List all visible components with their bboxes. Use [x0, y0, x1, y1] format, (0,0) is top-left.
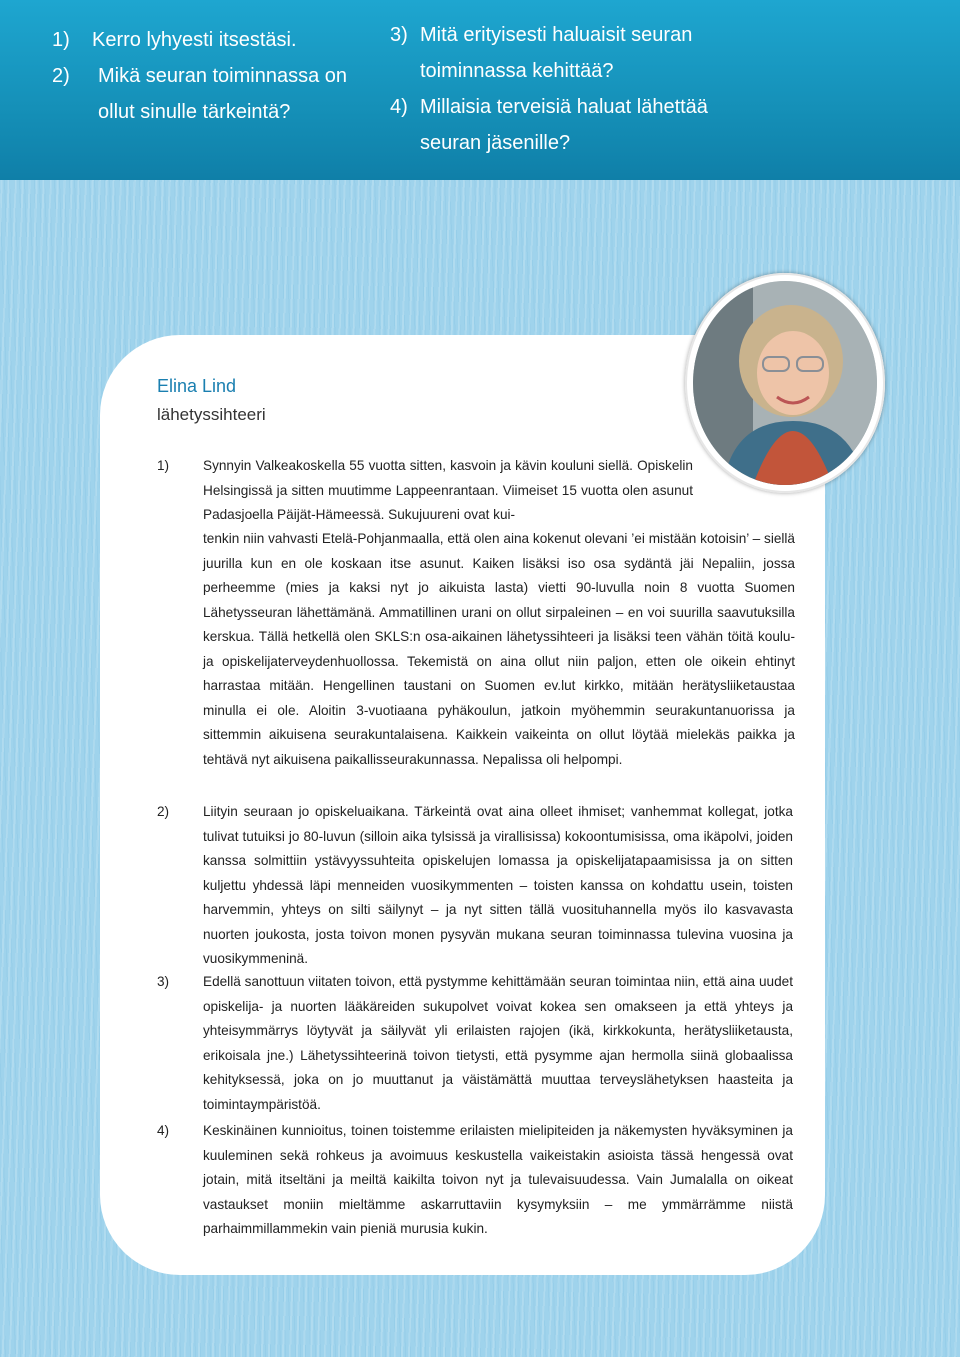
answer-text: Edellä sanottuun viitaten toivon, että pystymme kehittämään seuran toimintaa niin, että aina uudet opiskelija- ja nuorten lääkäreiden sukupolvet voivat kokea sen omakseen ja että yhteys ja yhteisymmärrys löytyvät ja säilyvät yli erilaisten rajojen (ikä, kirkkokunta, herätysliiketausta, erikoisala jne.) Lähetyssihteerinä toivon tietysti, että pysymme ajan hermolla siinä globaalissa kehityksessä, joka on jo muuttanut ja väistämättä muuttaa terveyslähetyksen haasteita ja toimintaympäristöä.	[203, 974, 793, 1112]
question-text: Mikä seuran toiminnassa on ollut sinulle tärkeintä?	[98, 65, 348, 123]
answer-text-part: Synnyin Valkeakoskella 55 vuotta sitten, kasvoin ja kävin kouluni siellä. Opiskelin Helsingissä ja sitten muutimme Lappeenrantaan. Viimeiset 15 vuotta olen asunut Padasjoella Päijät-Hämeessä.	[203, 458, 693, 522]
question-number: 1)	[52, 29, 70, 51]
answer-number: 3)	[157, 974, 170, 989]
question-4	[390, 89, 760, 161]
person-role: lähetyssihteeri	[157, 405, 266, 424]
question-text: Mitä erityisesti haluaisit seuran toiminnassa kehittää?	[420, 24, 693, 82]
question-text: Kerro lyhyesti itsestäsi.	[92, 29, 297, 51]
portrait-photo	[685, 273, 885, 493]
question-number: 3)	[390, 24, 408, 46]
answer-text: Liityin seuraan jo opiskeluaikana. Tärkeintä ovat aina olleet ihmiset; vanhemmat kollegat, jotka tulivat tutuiksi jo 80-luvun (silloin aika tylsissä ja virallisissa) kokoontumisissa, oma ikäpolvi, joiden kanssa solmittiin ystävyyssuhteita opiskelujen lomassa ja opiskelijatapaamisissa ja on sitten kuljettu yhdessä läpi menneiden vuosikymmenten – toisten kanssa on kohdattu usein, toisten harvemmin, yhteys on silti säilynyt – ja nyt sitten tällä vuosituhannella myös ilo kasvavasta nuorten joukosta, josta toivon monen pysyvän mukana seuran toiminnassa tulevina vuosina ja vuosikymmeninä.	[203, 804, 793, 966]
question-1	[52, 22, 297, 58]
question-3	[390, 17, 760, 89]
question-text: Millaisia terveisiä haluat lähettää seuran jäsenille?	[420, 96, 708, 154]
answer-number: 4)	[157, 1123, 170, 1138]
answer-number: 1)	[157, 458, 170, 473]
answer-number: 2)	[157, 804, 170, 819]
question-number: 4)	[390, 96, 408, 118]
answer-text-part: Sukujuureni ovat kui-	[388, 507, 516, 522]
portrait-image	[693, 281, 877, 485]
question-2	[52, 58, 388, 130]
portrait-illustration-icon	[693, 281, 877, 485]
question-number: 2)	[52, 65, 70, 87]
answer-text: Keskinäinen kunnioitus, toinen toistemme erilaisten mielipiteiden ja näkemysten hyväksyminen ja kuuleminen sekä rohkeus ja avoimuus keskustella vaikeistakin asioista tässä hengessä ovat jotain, mitä itseltäni ja meiltä kaikilta toivon nyt ja tulevaisuudessa. Vain Jumalalla on oikeat vastaukset moniin mieltämme askarruttaviin kysymyksiin – me ymmärrämme niistä parhaimmillammekin vain pieniä murusia kukin.	[203, 1123, 793, 1236]
person-name: Elina Lind	[157, 376, 237, 396]
answer-text	[203, 454, 693, 528]
answer-text-continued: tenkin niin vahvasti Etelä-Pohjanmaalla, että olen aina kokenut olevani ’ei mistään kotoisin’ – siellä juurilla kun en ole koskaan itse asunut. Kaiken lisäksi iso osa sydäntä jäi Nepaliin, jossa perheemme (mies ja kaksi nyt jo aikuista lasta) vietti 90-luvulla noin 8 vuotta Suomen Lähetysseuran lähettämänä. Ammatillinen urani on ollut sirpaleinen – en voi suurilla saavutuksilla kerskua. Tällä hetkellä olen SKLS:n osa-aikainen lähetyssihteeri ja lisäksi teen vähän töitä koulu-ja opiskelijaterveydenhuollossa. Tekemistä on aina ollut niin paljon, etten ole oikein ehtinyt harrastaa mitään. Hengellinen taustani on Suomen ev.lut kirkko, mitään herätysliiketaustaa minulla ei ole. Aloitin 3-vuotiaana pyhäkoulun, jatkoin myöhemmin seurakuntanuorissa ja sittemmin aikuisena seurakuntalaisena. Kaikkein vaikeinta on ollut löytää mielekäs paikka ja tehtävä nyt aikuisena paikallisseurakunnassa. Nepalissa oli helpompi.	[203, 531, 795, 767]
header-banner	[0, 0, 960, 180]
